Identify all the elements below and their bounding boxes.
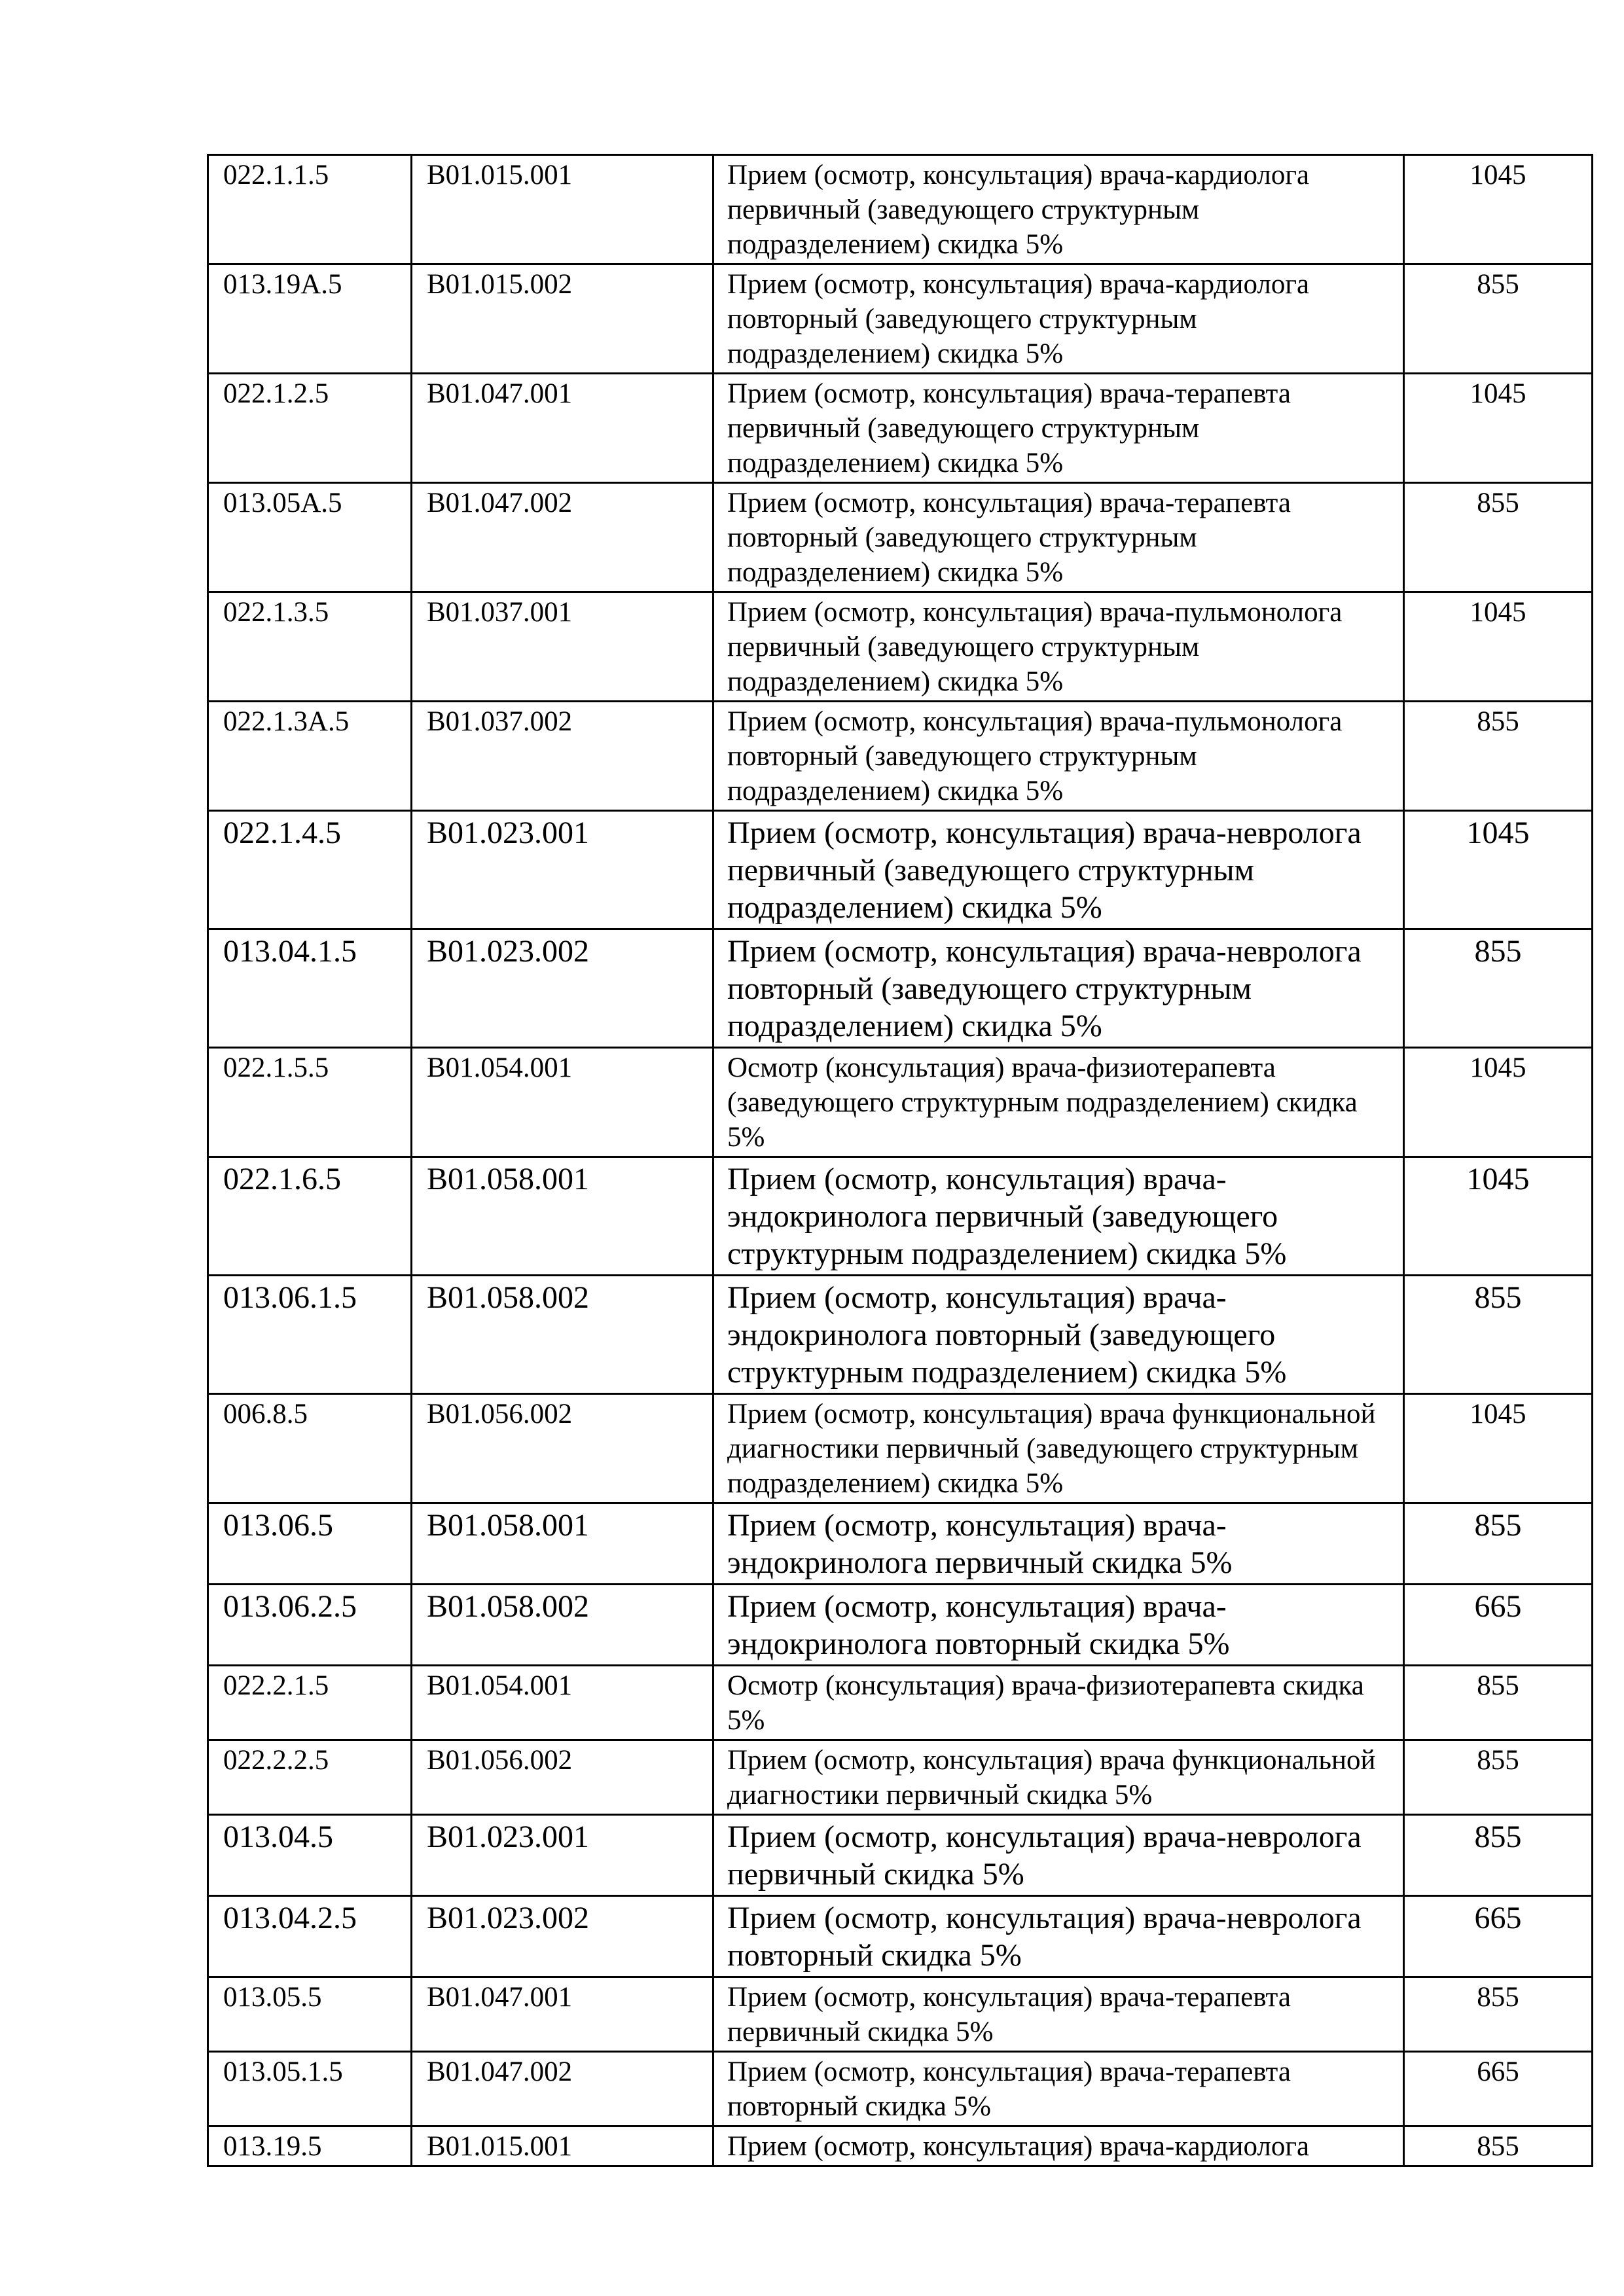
service-name-cell: Прием (осмотр, консультация) врача-невролога повторный скидка 5% <box>713 1896 1404 1977</box>
table-row <box>208 2126 1593 2166</box>
code-cell: 013.04.2.5 <box>208 1896 412 1977</box>
code-cell: 013.19A.5 <box>208 264 412 374</box>
table-row <box>208 374 1593 483</box>
table-row <box>208 702 1593 811</box>
service-name-cell: Осмотр (консультация) врача-физиотерапевта скидка 5% <box>713 1666 1404 1740</box>
service-code-cell: B01.058.001 <box>412 1503 713 1585</box>
service-code-cell: B01.056.002 <box>412 1740 713 1815</box>
table-row <box>208 483 1593 592</box>
service-code-cell: B01.015.001 <box>412 2126 713 2166</box>
price-cell: 665 <box>1404 1585 1593 1666</box>
table-row <box>208 1585 1593 1666</box>
service-code-cell: B01.054.001 <box>412 1666 713 1740</box>
service-code-cell: B01.015.001 <box>412 155 713 264</box>
code-cell: 013.06.1.5 <box>208 1276 412 1394</box>
service-code-cell: B01.037.002 <box>412 702 713 811</box>
service-name-cell: Прием (осмотр, консультация) врача-невролога повторный (заведующего структурным подразделением) скидка 5% <box>713 929 1404 1048</box>
service-code-cell: B01.023.001 <box>412 811 713 929</box>
service-name-cell: Прием (осмотр, консультация) врача-кардиолога повторный (заведующего структурным подразделением) скидка 5% <box>713 264 1404 374</box>
service-code-cell: B01.058.002 <box>412 1276 713 1394</box>
code-cell: 013.19.5 <box>208 2126 412 2166</box>
service-code-cell: B01.023.002 <box>412 929 713 1048</box>
price-cell: 855 <box>1404 1276 1593 1394</box>
table-row <box>208 1666 1593 1740</box>
code-cell: 022.1.6.5 <box>208 1157 412 1276</box>
price-list-table <box>207 154 1593 2167</box>
price-cell: 855 <box>1404 483 1593 592</box>
code-cell: 022.1.3A.5 <box>208 702 412 811</box>
table-row <box>208 811 1593 929</box>
price-cell: 1045 <box>1404 1157 1593 1276</box>
table-row <box>208 155 1593 264</box>
code-cell: 013.05.5 <box>208 1977 412 2052</box>
table-row <box>208 1048 1593 1157</box>
service-name-cell: Прием (осмотр, консультация) врача-эндокринолога повторный скидка 5% <box>713 1585 1404 1666</box>
service-name-cell: Прием (осмотр, консультация) врача-кардиолога первичный (заведующего структурным подразделением) скидка 5% <box>713 155 1404 264</box>
price-cell: 855 <box>1404 1740 1593 1815</box>
service-name-cell: Прием (осмотр, консультация) врача-невролога первичный скидка 5% <box>713 1815 1404 1896</box>
table-row <box>208 1896 1593 1977</box>
service-code-cell: B01.047.002 <box>412 2052 713 2126</box>
service-name-cell: Прием (осмотр, консультация) врача-эндокринолога повторный (заведующего структурным подразделением) скидка 5% <box>713 1276 1404 1394</box>
table-row <box>208 929 1593 1048</box>
service-name-cell: Прием (осмотр, консультация) врача-невролога первичный (заведующего структурным подразделением) скидка 5% <box>713 811 1404 929</box>
code-cell: 013.06.2.5 <box>208 1585 412 1666</box>
code-cell: 022.1.3.5 <box>208 592 412 702</box>
price-cell: 855 <box>1404 1666 1593 1740</box>
table-row <box>208 1977 1593 2052</box>
price-cell: 1045 <box>1404 592 1593 702</box>
price-cell: 1045 <box>1404 155 1593 264</box>
table-row <box>208 1157 1593 1276</box>
code-cell: 013.04.5 <box>208 1815 412 1896</box>
service-code-cell: B01.047.002 <box>412 483 713 592</box>
service-name-cell: Прием (осмотр, консультация) врача-терапевта первичный скидка 5% <box>713 1977 1404 2052</box>
table-row <box>208 2052 1593 2126</box>
service-name-cell: Прием (осмотр, консультация) врача функциональной диагностики первичный скидка 5% <box>713 1740 1404 1815</box>
service-name-cell: Прием (осмотр, консультация) врача-терапевта повторный (заведующего структурным подразделением) скидка 5% <box>713 483 1404 592</box>
price-cell: 855 <box>1404 264 1593 374</box>
code-cell: 022.2.1.5 <box>208 1666 412 1740</box>
service-code-cell: B01.037.001 <box>412 592 713 702</box>
service-name-cell: Прием (осмотр, консультация) врача-эндокринолога первичный (заведующего структурным подразделением) скидка 5% <box>713 1157 1404 1276</box>
service-name-cell: Осмотр (консультация) врача-физиотерапевта (заведующего структурным подразделением) скидка 5% <box>713 1048 1404 1157</box>
service-code-cell: B01.047.001 <box>412 374 713 483</box>
code-cell: 022.1.4.5 <box>208 811 412 929</box>
table-row <box>208 1740 1593 1815</box>
service-code-cell: B01.023.001 <box>412 1815 713 1896</box>
price-cell: 855 <box>1404 1503 1593 1585</box>
table-row <box>208 592 1593 702</box>
price-list-body <box>208 155 1593 2166</box>
code-cell: 013.05A.5 <box>208 483 412 592</box>
service-code-cell: B01.047.001 <box>412 1977 713 2052</box>
price-cell: 855 <box>1404 2126 1593 2166</box>
code-cell: 022.2.2.5 <box>208 1740 412 1815</box>
service-name-cell: Прием (осмотр, консультация) врача-пульмонолога повторный (заведующего структурным подразделением) скидка 5% <box>713 702 1404 811</box>
code-cell: 022.1.2.5 <box>208 374 412 483</box>
service-code-cell: B01.023.002 <box>412 1896 713 1977</box>
table-row <box>208 264 1593 374</box>
service-name-cell: Прием (осмотр, консультация) врача-терапевта первичный (заведующего структурным подразделением) скидка 5% <box>713 374 1404 483</box>
service-name-cell: Прием (осмотр, консультация) врача-кардиолога <box>713 2126 1404 2166</box>
code-cell: 022.1.5.5 <box>208 1048 412 1157</box>
service-name-cell: Прием (осмотр, консультация) врача-эндокринолога первичный скидка 5% <box>713 1503 1404 1585</box>
price-cell: 855 <box>1404 1977 1593 2052</box>
code-cell: 006.8.5 <box>208 1394 412 1503</box>
service-code-cell: B01.058.002 <box>412 1585 713 1666</box>
service-name-cell: Прием (осмотр, консультация) врача-пульмонолога первичный (заведующего структурным подразделением) скидка 5% <box>713 592 1404 702</box>
price-cell: 855 <box>1404 702 1593 811</box>
price-cell: 1045 <box>1404 374 1593 483</box>
price-cell: 1045 <box>1404 1394 1593 1503</box>
service-code-cell: B01.054.001 <box>412 1048 713 1157</box>
price-cell: 855 <box>1404 929 1593 1048</box>
code-cell: 013.06.5 <box>208 1503 412 1585</box>
code-cell: 013.04.1.5 <box>208 929 412 1048</box>
price-cell: 665 <box>1404 1896 1593 1977</box>
service-code-cell: B01.056.002 <box>412 1394 713 1503</box>
table-row <box>208 1503 1593 1585</box>
service-name-cell: Прием (осмотр, консультация) врача-терапевта повторный скидка 5% <box>713 2052 1404 2126</box>
service-code-cell: B01.015.002 <box>412 264 713 374</box>
service-code-cell: B01.058.001 <box>412 1157 713 1276</box>
price-cell: 1045 <box>1404 1048 1593 1157</box>
code-cell: 013.05.1.5 <box>208 2052 412 2126</box>
price-cell: 1045 <box>1404 811 1593 929</box>
service-name-cell: Прием (осмотр, консультация) врача функциональной диагностики первичный (заведующего структурным подразделением) скидка 5% <box>713 1394 1404 1503</box>
code-cell: 022.1.1.5 <box>208 155 412 264</box>
price-cell: 665 <box>1404 2052 1593 2126</box>
table-row <box>208 1276 1593 1394</box>
price-cell: 855 <box>1404 1815 1593 1896</box>
table-row <box>208 1815 1593 1896</box>
table-row <box>208 1394 1593 1503</box>
